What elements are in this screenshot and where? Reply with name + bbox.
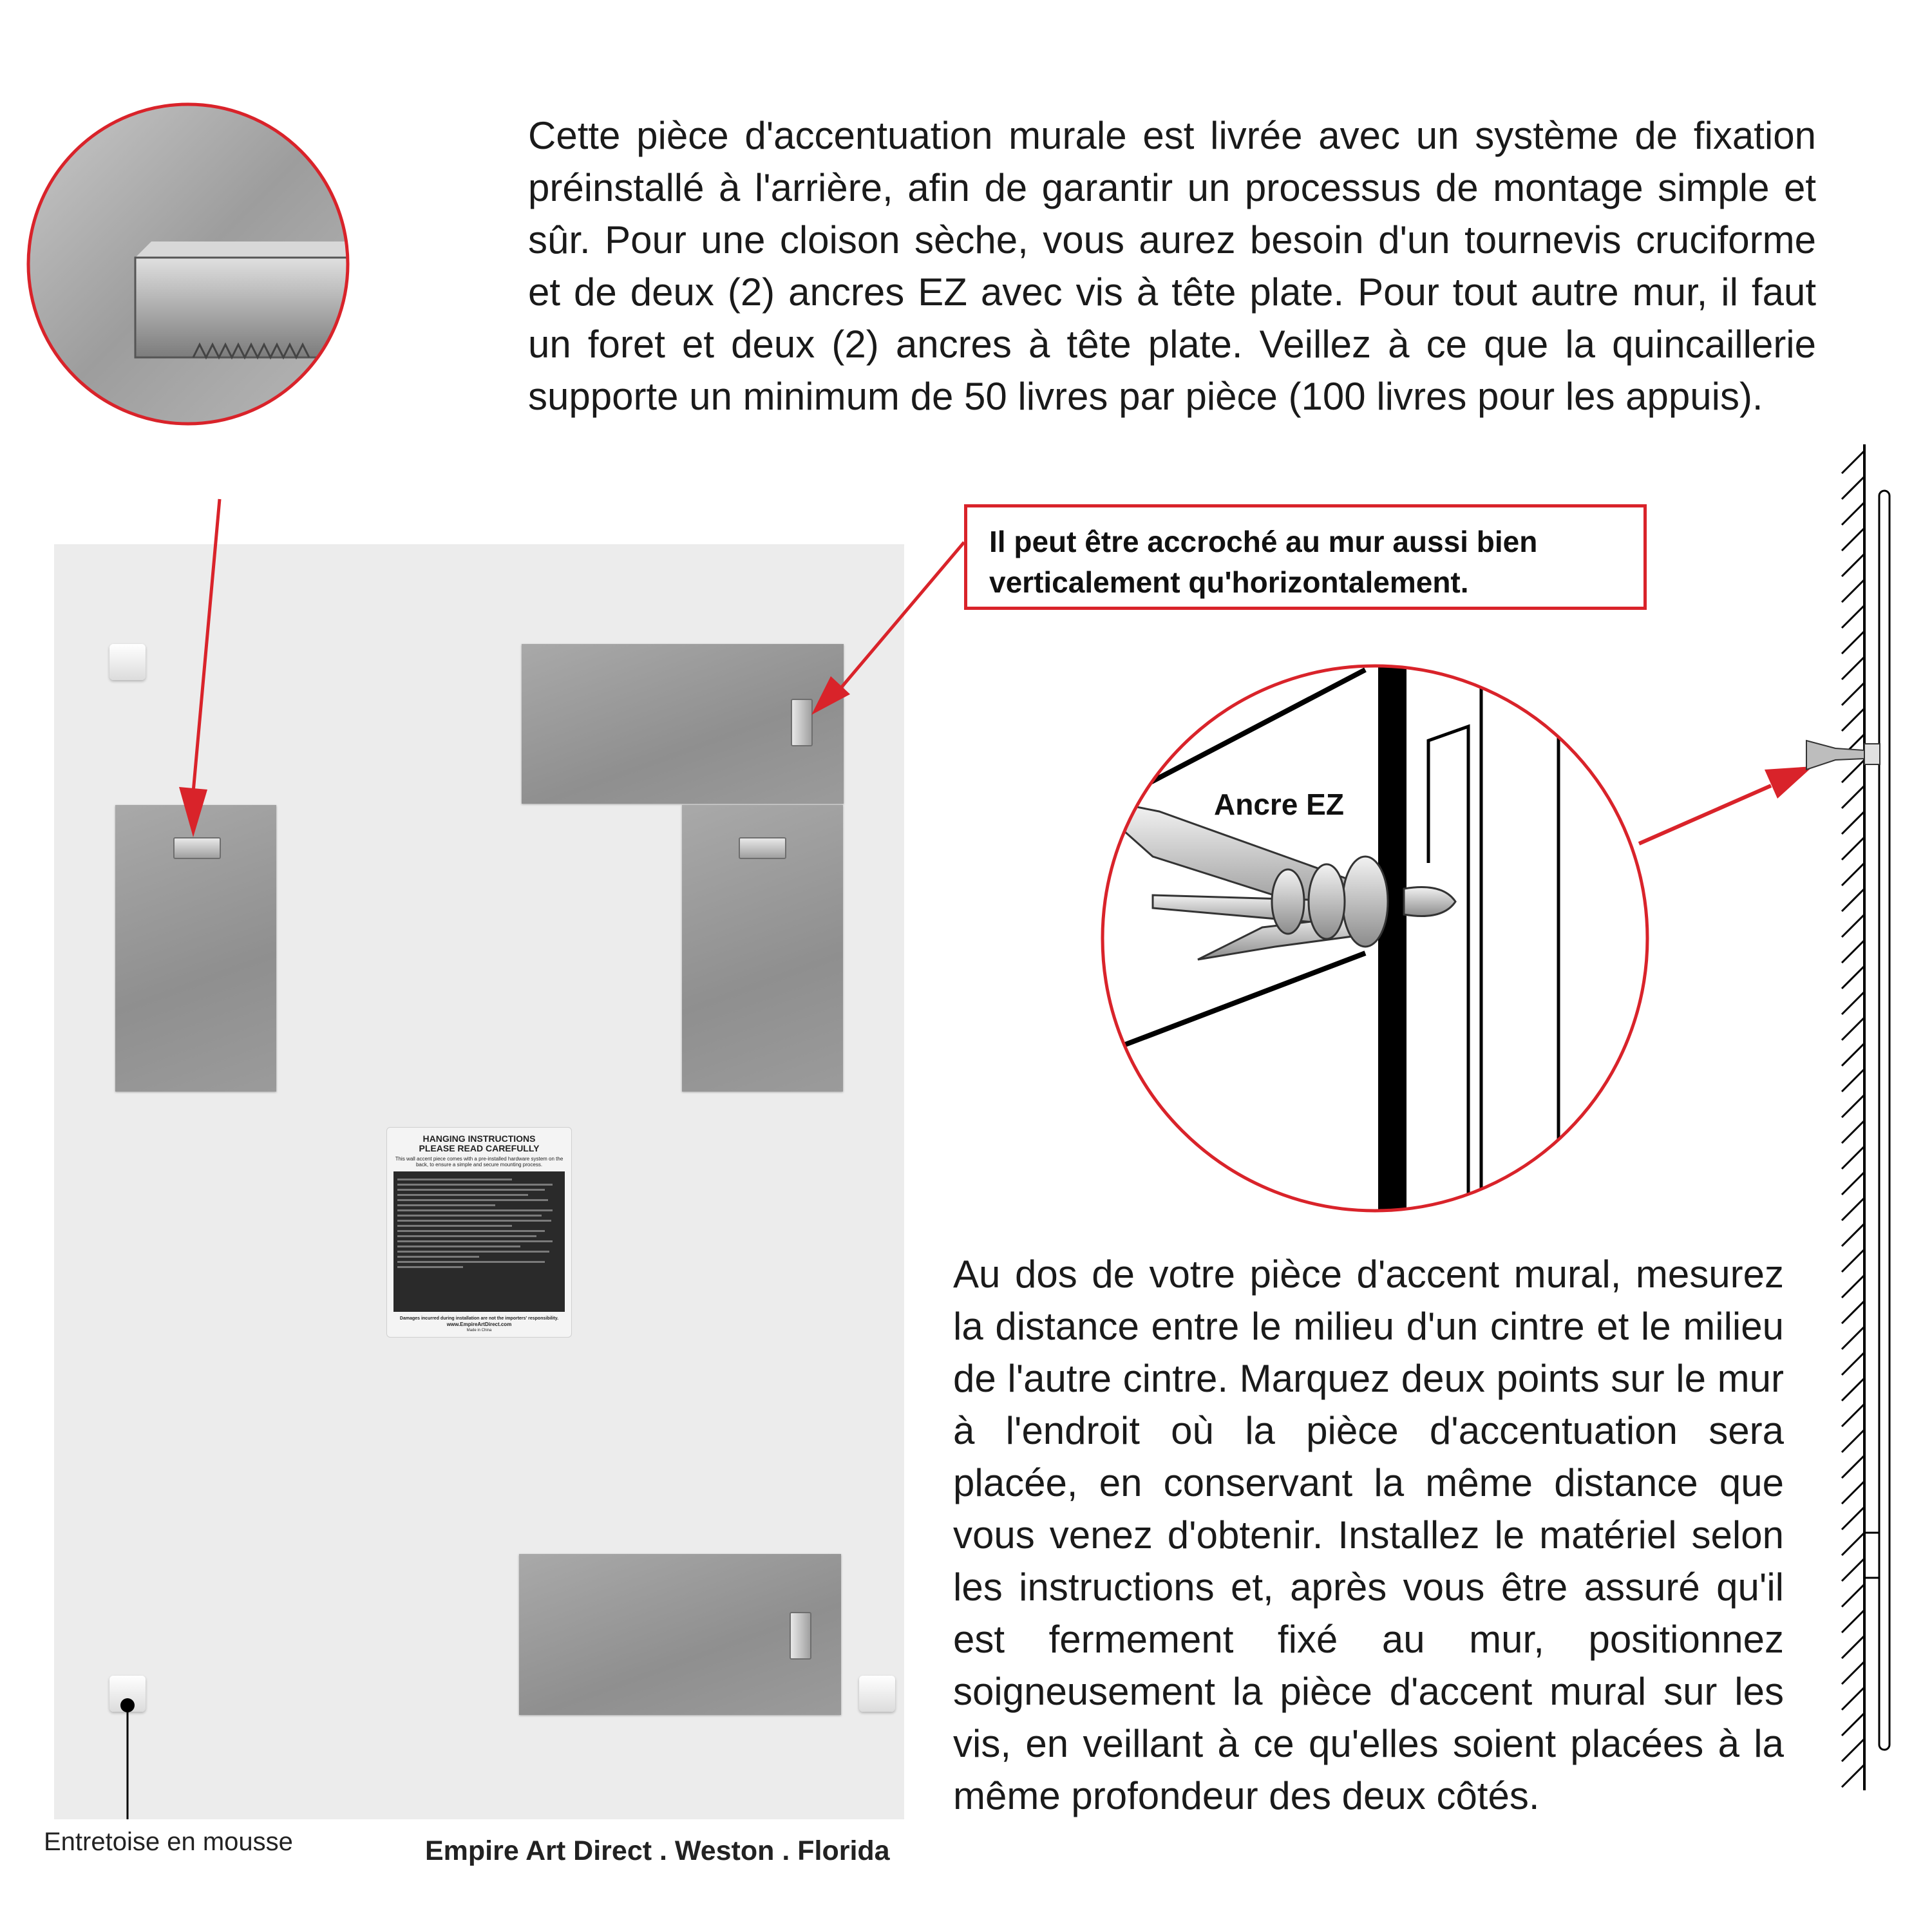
label-footer-url: www.EmpireArtDirect.com: [446, 1321, 512, 1327]
wall-screw-icon: [1806, 741, 1880, 770]
label-title-line1: HANGING INSTRUCTIONS: [422, 1133, 536, 1144]
ez-anchor-magnifier: [1095, 663, 1662, 1217]
ez-anchor-label: Ancre EZ: [1214, 788, 1344, 821]
hanger-closeup-magnifier: [26, 103, 354, 431]
label-footer-disclaimer: Damages incurred during installation are not the importers' responsibility.: [399, 1316, 559, 1321]
wall-side-view: [1806, 444, 1889, 1790]
label-title-line2: PLEASE READ CAREFULLY: [419, 1143, 540, 1153]
wall-hatching: [1842, 451, 1864, 1787]
foam-spacer-caption: Entretoise en mousse: [44, 1828, 293, 1856]
orientation-callout-text: Il peut être accroché au mur aussi bien verticalement qu'horizontalement.: [989, 525, 1538, 599]
label-subtitle: This wall accent piece comes with a pre-installed hardware system on the back, to ensure a simple and secure mounting process.: [395, 1156, 564, 1168]
artwork-profile: [1879, 491, 1889, 1750]
mounting-instructions-paragraph: Au dos de votre pièce d'accent mural, mesurez la distance entre le milieu d'un cintre et le milieu de l'autre cintre. Marquez deux points sur le mur à l'endroit où la pièce d'accentuation sera placée, en conservant la même distance que vous venez d'obtenir. Installez le matériel selon les instructions et, après vous être assuré qu'il est fermement fixé au mur, positionnez soigneusement la pièce d'accent mural sur les vis, en veillant à ce qu'elles soient placées à la même profondeur des deux côtés.: [953, 1253, 1784, 1817]
spacer-pointer: [120, 1698, 135, 1819]
company-caption: Empire Art Direct . Weston . Florida: [425, 1835, 890, 1866]
arrow-to-left-hanger: [179, 499, 220, 837]
spacer-profile: [1864, 1533, 1879, 1578]
arrow-to-wall-screw: [1639, 766, 1813, 844]
arrow-to-top-right-hanger: [811, 542, 964, 715]
intro-paragraph: Cette pièce d'accentuation murale est livrée avec un système de fixation préinstallé à l'arrière, afin de garantir un processus de montage simple et sûr. Pour une cloison sèche, vous aurez besoin d'un tournevis cruciforme et de deux (2) ancres EZ avec vis à tête plate. Pour tout autre mur, il faut un foret et deux (2) ancres à tête plate. Veillez à ce que la quincaillerie supporte un minimum de 50 livres par pièce (100 livres pour les appuis).: [528, 114, 1816, 418]
label-footer-origin: Made in China: [466, 1329, 492, 1332]
